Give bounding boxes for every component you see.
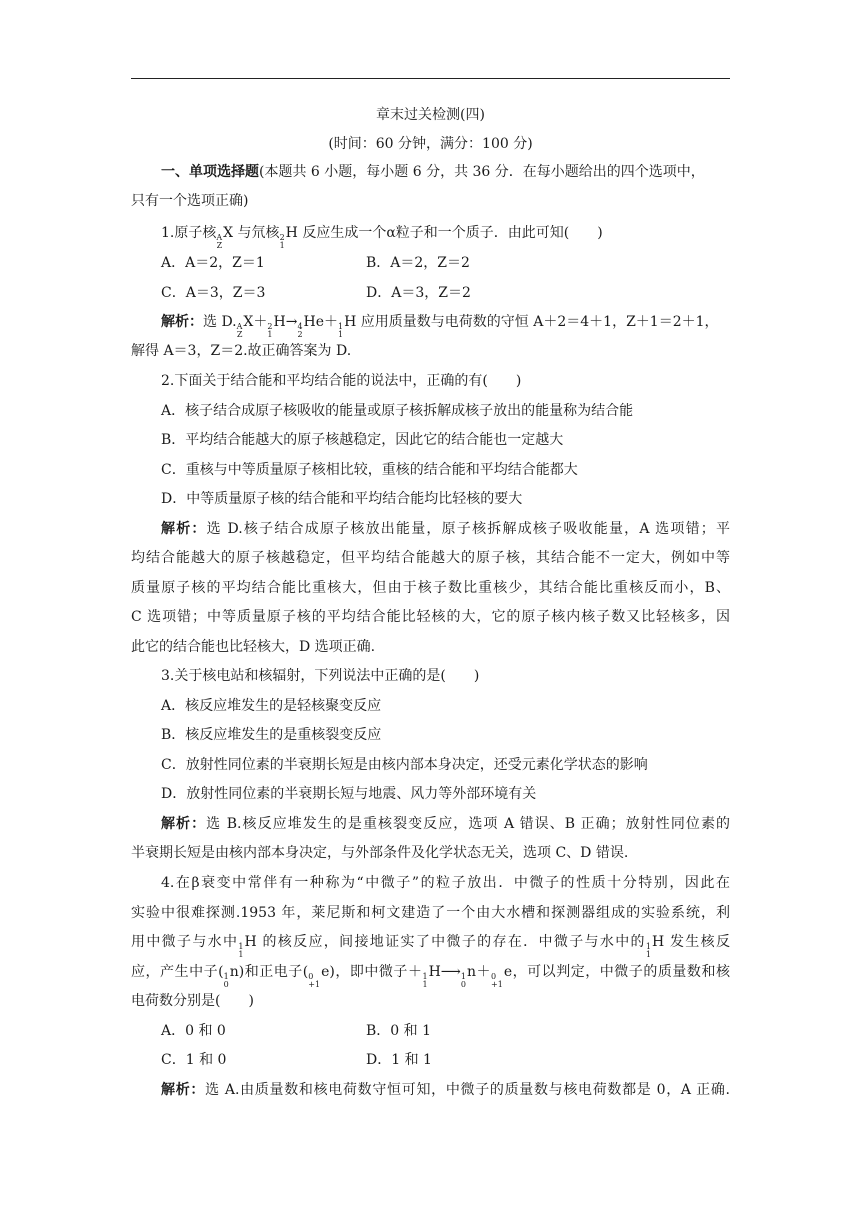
question-4-answer: 解析：选 A.由质量数和核电荷数守恒可知，中微子的质量数与核电荷数都是 0，A 正确. <box>161 1082 730 1098</box>
question-4-option-a: A．0 和 0 <box>161 1023 226 1039</box>
section-description: (本题共 6 小题，每小题 6 分，共 36 分．在每小题给出的四个选项中， <box>259 164 705 180</box>
question-4-option-b: B．0 和 1 <box>366 1023 432 1039</box>
question-4-stem-cont: 应，产生中子( 1 0 n)和正电子( 0 +1 e)，即中微子＋ 1 1 H⟶ 1 0 n＋ 0 +1 e，可以判定，中微子的质量数和核 <box>131 964 730 989</box>
nuclide-h2-notation: 2 1 <box>279 233 285 250</box>
question-1-option-d: D．A＝3，Z＝2 <box>366 285 471 301</box>
nuclide-n-notation: 1 0 <box>223 972 229 989</box>
question-4-stem-cont: 电荷数分别是( ) <box>131 993 254 1009</box>
question-2-option-d: D．中等质量原子核的结合能和平均结合能均比轻核的要大 <box>161 491 523 507</box>
question-1-answer-cont: 解得 A＝3，Z＝2.故正确答案为 D. <box>131 343 352 359</box>
header-rule <box>131 78 730 79</box>
section-description-cont: 只有一个选项正确) <box>131 193 249 209</box>
section-heading <box>161 163 730 181</box>
question-2-answer-cont: C 选项错；中等质量原子核的平均结合能比轻核的大，它的原子核内核子数又比轻核多，因 <box>131 609 730 625</box>
question-2-answer: 解析：选 D.核子结合成原子核放出能量，原子核拆解成核子吸收能量，A 选项错；平 <box>161 521 731 537</box>
nuclide-h1-notation: 1 1 <box>422 972 428 989</box>
nuclide-x-notation: A Z <box>236 322 243 339</box>
nuclide-he-notation: 4 2 <box>297 322 303 339</box>
section-heading-label: 一、单项选择题 <box>161 164 259 180</box>
question-3-option-b: B．核反应堆发生的是重核裂变反应 <box>161 727 382 743</box>
question-2-stem: 2.下面关于结合能和平均结合能的说法中，正确的有( ) <box>161 373 522 389</box>
question-3-option-a: A．核反应堆发生的是轻核聚变反应 <box>161 698 382 714</box>
question-4-stem-cont: 用中微子与水中 1 1 H 的核反应，间接地证实了中微子的存在．中微子与水中的 1 1 H 发生核反 <box>131 934 730 959</box>
question-2-answer-cont: 质量原子核的平均结合能比重核大，但由于核子数比重核少，其结合能比重核反而小，B、 <box>131 580 730 596</box>
nuclide-e-notation: 0 +1 <box>491 972 503 989</box>
question-3-option-d: D．放射性同位素的半衰期长短与地震、风力等外部环境有关 <box>161 786 537 802</box>
question-3-answer: 解析：选 B.核反应堆发生的是重核裂变反应，选项 A 错误、B 正确；放射性同位素的 <box>161 816 731 832</box>
page-title: 章末过关检测(四) <box>376 107 485 123</box>
question-2-answer-cont: 均结合能越大的原子核越稳定，但平均结合能越大的原子核，其结合能不一定大，例如中等 <box>131 550 730 566</box>
question-4-option-d: D．1 和 1 <box>366 1052 432 1068</box>
question-2-option-c: C．重核与中等质量原子核相比较，重核的结合能和平均结合能都大 <box>161 462 578 478</box>
question-1-answer: 解析：选 D. A Z X＋ 2 1 H→ 4 2 He＋ 1 1 H 应用质量数与电荷数的守恒 A＋2＝4＋1，Z＋1＝2＋1， <box>161 314 719 339</box>
question-3-answer-cont: 半衰期长短是由核内部本身决定，与外部条件及化学状态无关，选项 C、D 错误. <box>131 845 629 861</box>
nuclide-n-notation: 1 0 <box>460 972 466 989</box>
nuclide-h2-notation: 2 1 <box>267 322 273 339</box>
question-2-option-b: B．平均结合能越大的原子核越稳定，因此它的结合能也一定越大 <box>161 432 564 448</box>
nuclide-h1-notation: 1 1 <box>338 322 344 339</box>
question-1-option-c: C．A＝3，Z＝3 <box>161 285 266 301</box>
nuclide-e-notation: 0 +1 <box>308 972 321 989</box>
nuclide-x-notation: A Z <box>216 233 223 250</box>
question-1-option-b: B．A＝2，Z＝2 <box>366 255 470 271</box>
question-4-option-c: C．1 和 0 <box>161 1052 227 1068</box>
question-1-stem: 1.原子核 A Z X 与氘核 2 1 H 反应生成一个α粒子和一个质子．由此可知( ) <box>161 225 603 250</box>
question-3-option-c: C．放射性同位素的半衰期长短是由核内部本身决定，还受元素化学状态的影响 <box>161 757 648 773</box>
question-4-stem: 4.在β衰变中常伴有一种称为“中微子”的粒子放出．中微子的性质十分特别，因此在 <box>161 875 730 891</box>
question-4-stem-cont: 实验中很难探测.1953 年，莱尼斯和柯文建造了一个由大水槽和探测器组成的实验系统，利 <box>131 905 730 921</box>
exam-meta: (时间：60 分钟，满分：100 分) <box>328 136 533 152</box>
question-3-stem: 3.关于核电站和核辐射，下列说法中正确的是( ) <box>161 668 480 684</box>
nuclide-h1-notation: 1 1 <box>645 942 651 959</box>
question-2-answer-cont: 此它的结合能也比轻核大，D 选项正确. <box>131 639 376 655</box>
question-2-option-a: A．核子结合成原子核吸收的能量或原子核拆解成核子放出的能量称为结合能 <box>161 403 634 419</box>
question-1-option-a: A．A＝2，Z＝1 <box>161 255 265 271</box>
nuclide-h1-notation: 1 1 <box>238 942 244 959</box>
